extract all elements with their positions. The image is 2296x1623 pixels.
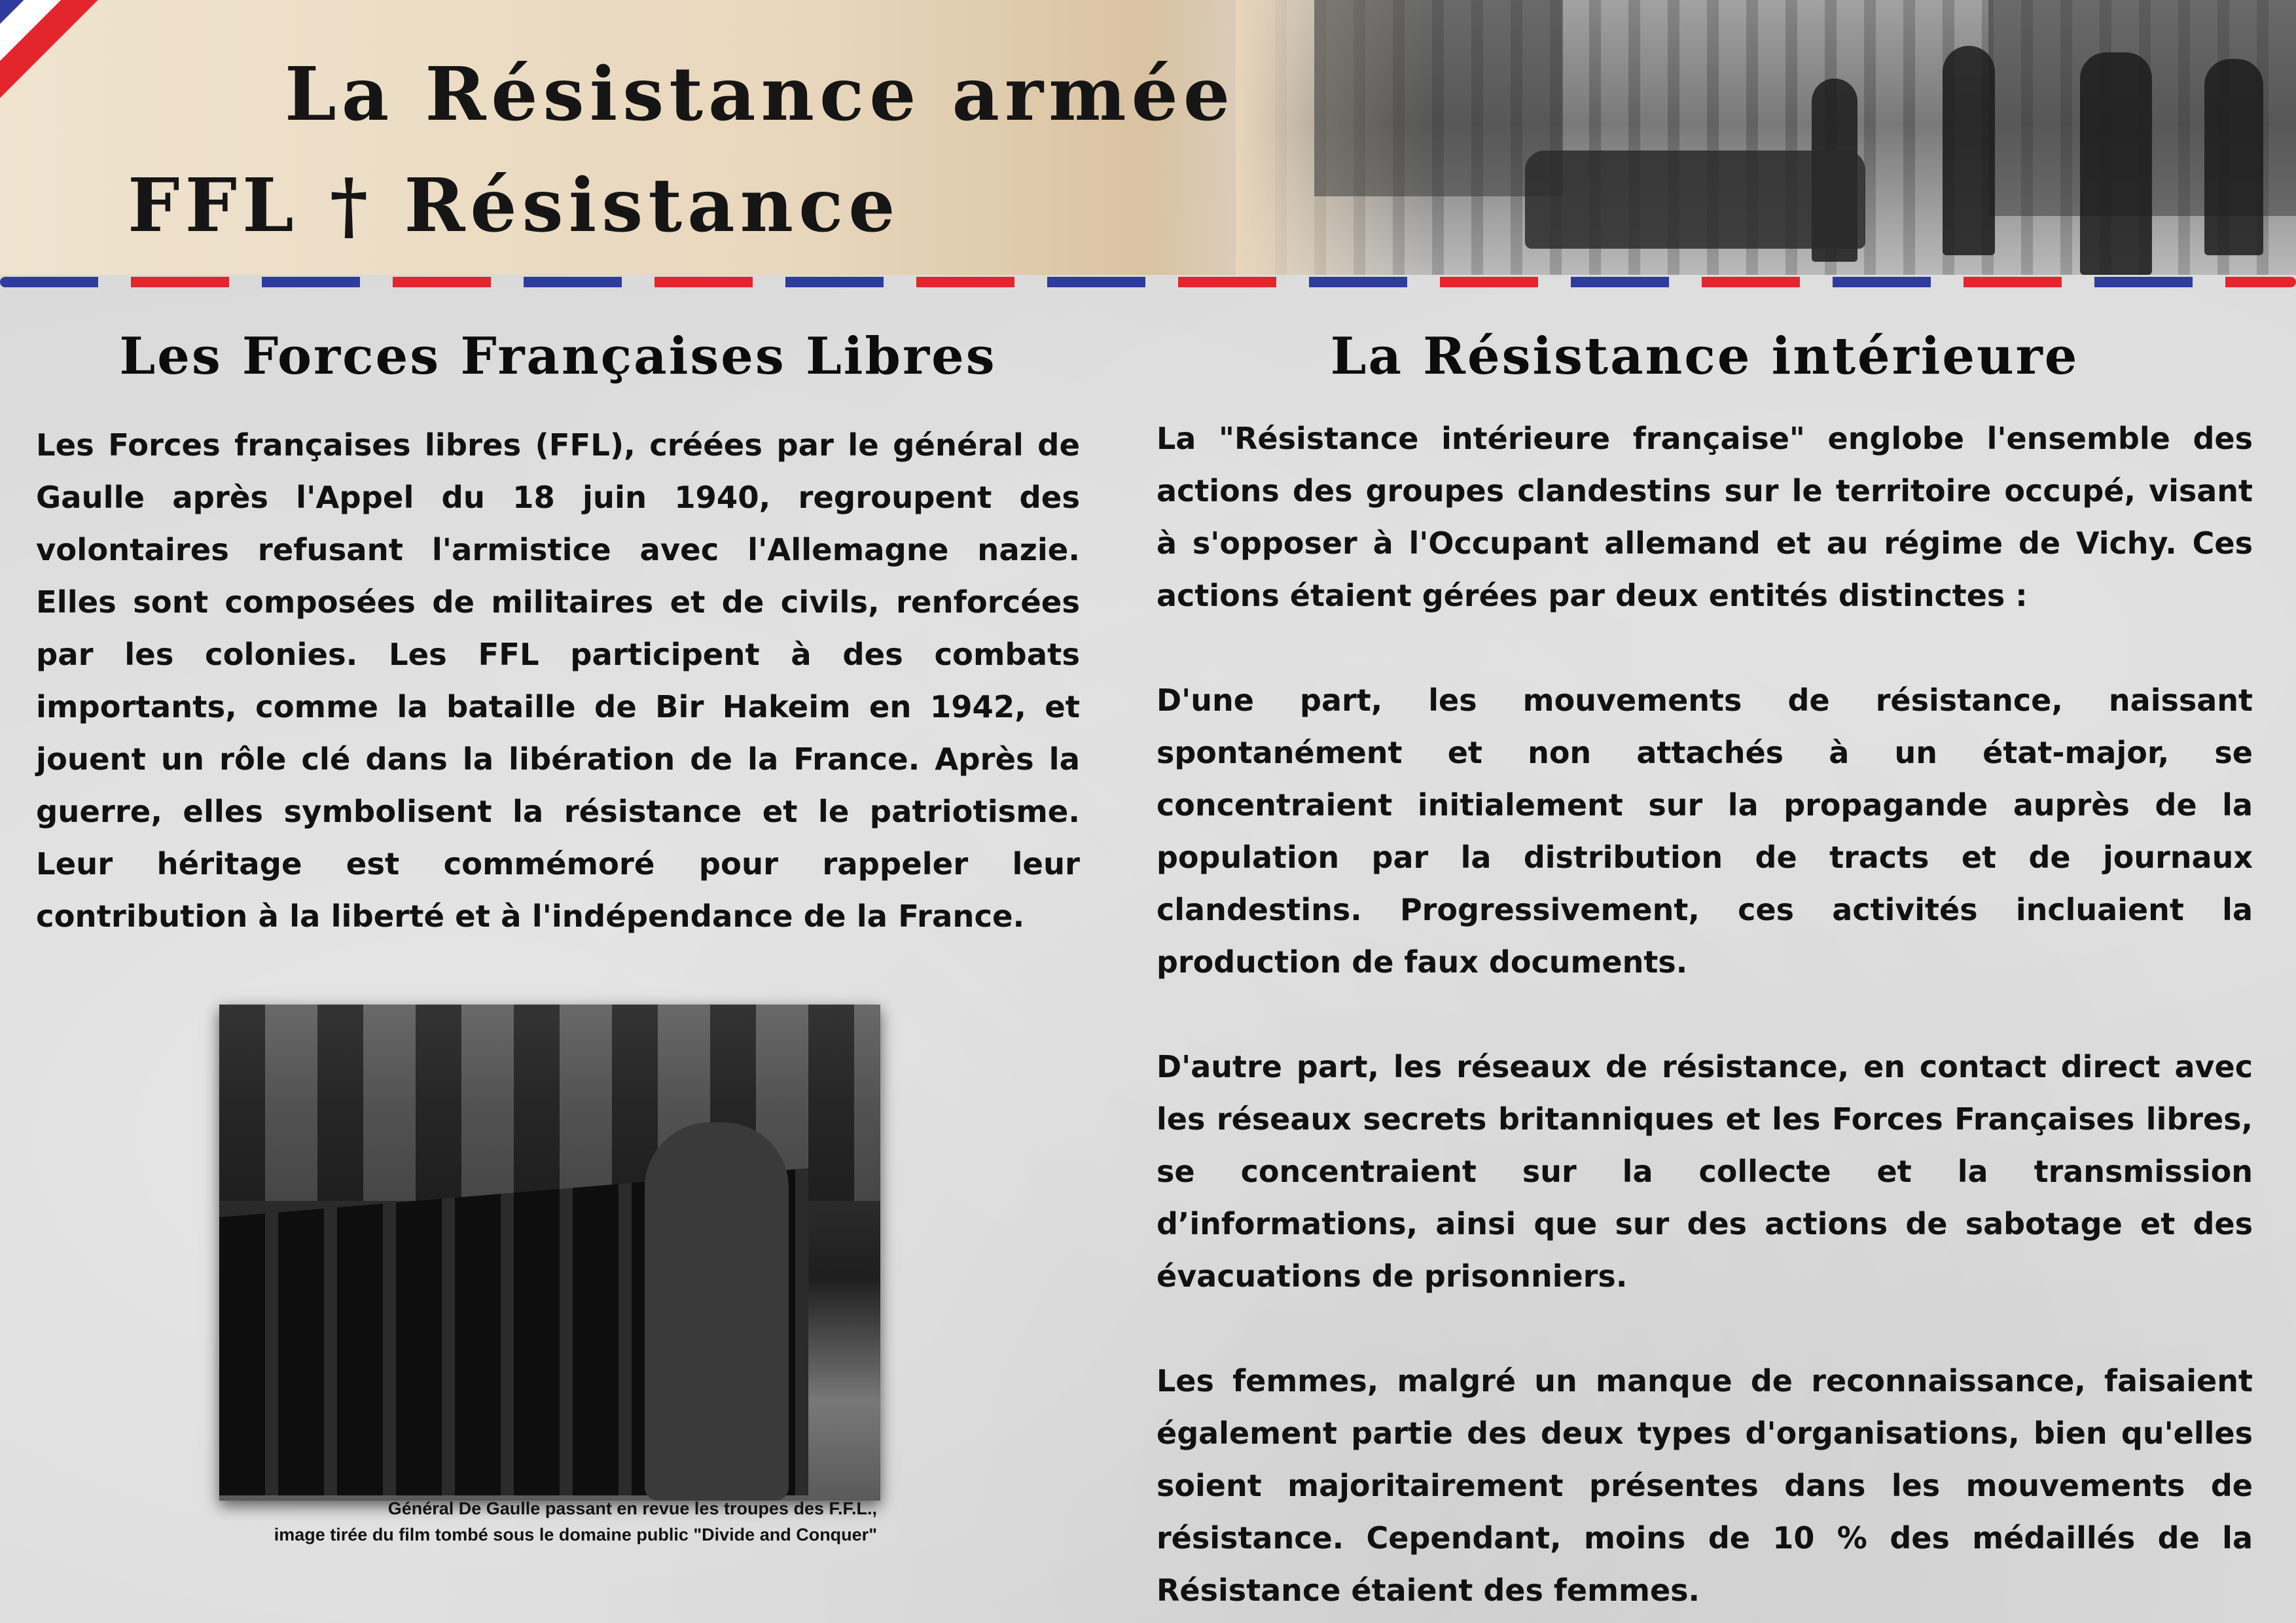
photo-general-figure [645, 1122, 789, 1501]
photo-caption [196, 1495, 877, 1548]
ffl-paragraph: Les Forces françaises libres (FFL), créées par le général de Gaulle après l'Appel du 18 juin 1940, regroupent des volontaires refusant l'armistice avec l'Allemagne nazie. Elles sont composées de militaires et de civils, renforcées par les colonies. Les FFL participent à des combats importants, comme la bataille de Bir Hakeim en 1942, et jouent un rôle clé dans la libération de la France. Après la guerre, elles symbolisent la résistance et le patriotisme. Leur héritage est commémoré pour rappeler leur contribution à la liberté et à l'indépendance de la France. [36, 427, 1080, 934]
paragraph-spacer [1157, 1302, 2253, 1355]
ffl-heading: Les Forces Françaises Libres [119, 327, 997, 386]
interior-paragraph-4: Les femmes, malgré un manque de reconnaissance, faisaient également partie des deux types d'organisations, bien qu'elles soient majoritairement présentes dans les mouvements de résistance. Cependant, moins de 10 % des médaillés de la Résistance étaient des femmes. [1157, 1363, 2253, 1608]
paragraph-spacer [1157, 988, 2253, 1041]
interior-paragraph-3: D'autre part, les réseaux de résistance, en contact direct avec les réseaux secrets britanniques et les Forces Françaises libres, se concentraient sur la collecte et la transmission d’informations, ainsi que sur des actions de sabotage et des évacuations de prisonniers. [1157, 1049, 2253, 1294]
page-title-line2: FFL † Résistance [128, 163, 901, 249]
photo-caption-line1: Général De Gaulle passant en revue les troupes des F.F.L., [387, 1499, 877, 1518]
paragraph-spacer [1157, 622, 2253, 674]
photo-figure [2204, 59, 2263, 255]
photo-jeep [1525, 151, 1865, 249]
ffl-column [36, 321, 1080, 942]
header-banner [0, 0, 2296, 275]
interior-paragraph-1: La "Résistance intérieure française" englobe l'ensemble des actions des groupes clandestins sur le territoire occupé, visant à s'opposer à l'Occupant allemand et au régime de Vichy. Ces actions étaient gérées par deux entités distinctes : [1157, 421, 2253, 613]
interior-resistance-heading: La Résistance intérieure [1330, 327, 2079, 386]
interior-paragraph-2: D'une part, les mouvements de résistance, naissant spontanément et non attachés à un état-major, se concentraient initialement sur la propagande auprès de la population par la distribution de tracts et de journaux clandestins. Progressivement, ces activités incluaient la production de faux documents. [1157, 683, 2253, 980]
tricolor-dashed-divider [0, 277, 2296, 287]
photo-figure [1943, 46, 1995, 255]
page-title-line1: La Résistance armée [285, 52, 1236, 137]
photo-figure [2080, 52, 2152, 275]
de-gaulle-review-photo [219, 1005, 880, 1501]
page-title [128, 39, 1280, 275]
interior-resistance-column [1157, 321, 2253, 1616]
photo-caption-line2: image tirée du film tombé sous le domaine public "Divide and Conquer" [274, 1525, 877, 1544]
